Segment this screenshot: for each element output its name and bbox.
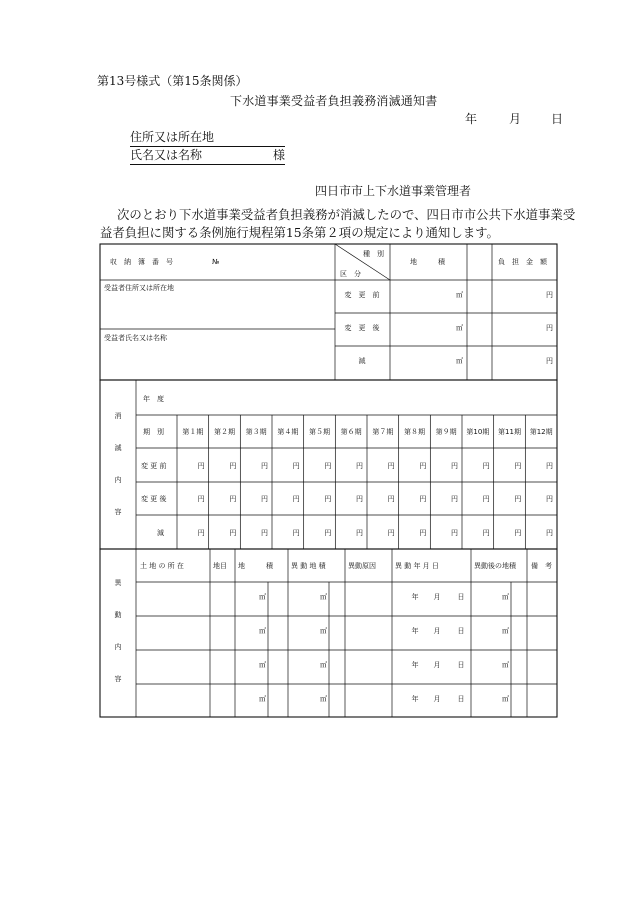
amount-header: 負 担 金 額 — [498, 258, 547, 266]
yen-unit: 円 — [546, 495, 553, 503]
fiscal-year-label: 年 度 — [143, 395, 164, 403]
kind-label: 種 別 — [363, 250, 384, 258]
yen-unit: 円 — [387, 529, 395, 537]
yen-unit: 円 — [451, 495, 458, 503]
yen-unit: 円 — [482, 529, 490, 537]
period-header: 第３期 — [245, 428, 267, 436]
ledger-no-mark: № — [212, 258, 220, 266]
yen-unit: 円 — [419, 495, 427, 503]
yen-unit: 円 — [419, 529, 427, 537]
change-row-label: 減 — [358, 357, 366, 365]
extinction-row-label: 変 更 前 — [141, 462, 167, 470]
yen-unit: 円 — [292, 462, 300, 470]
yen-unit: 円 — [387, 495, 395, 503]
yen-unit: 円 — [197, 462, 205, 470]
change-area-unit: ㎡ — [320, 593, 327, 601]
period-header: 第11期 — [498, 428, 521, 436]
amount-unit: 円 — [546, 291, 553, 299]
recipient-name-label: 氏名又は名称 — [130, 148, 203, 162]
yen-unit: 円 — [514, 462, 522, 470]
area-unit: ㎡ — [259, 661, 266, 669]
area-unit: ㎡ — [456, 291, 463, 299]
month-unit: 月 — [433, 627, 441, 635]
extinction-row-label: 減 — [157, 529, 164, 537]
section3-side-label — [115, 578, 123, 683]
area-unit: ㎡ — [456, 357, 463, 365]
year-unit: 年 — [411, 593, 419, 601]
period-header: 第８期 — [404, 428, 425, 436]
yen-unit: 円 — [197, 495, 205, 503]
change-header: 地目 — [213, 562, 227, 570]
period-header: 第２期 — [214, 428, 235, 436]
change-side-char: 動 — [114, 611, 122, 619]
extinction-side-char: 消 — [114, 412, 122, 420]
yen-unit: 円 — [324, 529, 332, 537]
year-unit: 年 — [411, 627, 419, 635]
yen-unit: 円 — [197, 529, 205, 537]
change-header: 異動原因 — [348, 562, 376, 570]
period-header: 第４期 — [277, 428, 299, 436]
change-area-unit: ㎡ — [320, 695, 327, 703]
change-header: 地 積 — [238, 562, 273, 570]
period-header: 第10期 — [466, 428, 490, 436]
honorific: 様 — [272, 148, 285, 162]
change-header: 異 動 年 月 日 — [395, 562, 439, 570]
section1-rows — [345, 290, 554, 365]
section2-side-label — [115, 411, 122, 516]
yen-unit: 円 — [292, 529, 300, 537]
yen-unit: 円 — [229, 462, 237, 470]
yen-unit: 円 — [387, 462, 395, 470]
section3-columns — [140, 549, 552, 717]
notice-body: 次のとおり下水道事業受益者負担義務が消滅したので、四日市市公共下水道事業受益者負担に関する条例施行規程第15条第２項の規定により通知します。 — [100, 207, 576, 240]
area-unit: ㎡ — [259, 695, 266, 703]
date-year: 年 — [465, 112, 478, 126]
year-unit: 年 — [411, 661, 419, 669]
yen-unit: 円 — [514, 529, 522, 537]
owner-name-label: 受益者氏名又は名称 — [104, 334, 167, 342]
month-unit: 月 — [433, 661, 441, 669]
change-header: 備 考 — [531, 562, 552, 570]
change-header: 異動後の地積 — [474, 562, 516, 570]
area-unit: ㎡ — [259, 593, 266, 601]
yen-unit: 円 — [324, 462, 332, 470]
document-title: 下水道事業受益者負担義務消滅通知書 — [230, 94, 438, 108]
recipient-address-label: 住所又は所在地 — [130, 128, 285, 147]
day-unit: 日 — [457, 661, 465, 669]
class-label: 区 分 — [340, 270, 361, 278]
ledger-number-label: 収 納 簿 番 号 — [110, 258, 173, 266]
after-area-unit: ㎡ — [502, 661, 509, 669]
day-unit: 日 — [457, 593, 465, 601]
change-side-char: 内 — [114, 643, 122, 651]
after-area-unit: ㎡ — [502, 695, 509, 703]
change-row-label: 変 更 後 — [344, 324, 380, 332]
yen-unit: 円 — [356, 462, 363, 470]
yen-unit: 円 — [261, 495, 268, 503]
yen-unit: 円 — [261, 462, 268, 470]
change-side-char: 異 — [114, 579, 122, 587]
yen-unit: 円 — [229, 495, 237, 503]
change-side-char: 容 — [114, 675, 122, 683]
change-area-unit: ㎡ — [320, 627, 327, 635]
extinction-side-char: 内 — [114, 476, 122, 484]
extinction-row-label: 変 更 後 — [141, 495, 167, 503]
area-unit: ㎡ — [259, 627, 266, 635]
period-header: 第１期 — [182, 428, 204, 436]
period-header: 第７期 — [372, 428, 394, 436]
yen-unit: 円 — [482, 462, 490, 470]
month-unit: 月 — [433, 695, 441, 703]
yen-unit: 円 — [261, 529, 268, 537]
date-month: 月 — [509, 112, 522, 126]
change-header: 異 動 地 積 — [291, 562, 326, 570]
issuer: 四日市市上下水道事業管理者 — [315, 184, 472, 198]
yen-unit: 円 — [324, 495, 332, 503]
area-unit: ㎡ — [456, 324, 463, 332]
extinction-side-char: 滅 — [114, 444, 122, 452]
period-header: 第９期 — [435, 428, 457, 436]
date-day: 日 — [551, 112, 564, 126]
month-unit: 月 — [433, 593, 441, 601]
change-area-unit: ㎡ — [320, 661, 327, 669]
yen-unit: 円 — [356, 495, 363, 503]
yen-unit: 円 — [482, 495, 490, 503]
period-header: 第12期 — [529, 428, 553, 436]
form-number: 第13号様式（第15条関係） — [97, 74, 248, 88]
area-header: 地 積 — [410, 258, 445, 266]
amount-unit: 円 — [546, 324, 553, 332]
after-area-unit: ㎡ — [502, 593, 509, 601]
yen-unit: 円 — [546, 462, 553, 470]
owner-address-label: 受益者住所又は所在地 — [104, 284, 174, 292]
yen-unit: 円 — [451, 462, 458, 470]
after-area-unit: ㎡ — [502, 627, 509, 635]
year-unit: 年 — [411, 695, 419, 703]
yen-unit: 円 — [356, 529, 363, 537]
amount-unit: 円 — [546, 357, 553, 365]
yen-unit: 円 — [419, 462, 427, 470]
day-unit: 日 — [457, 627, 465, 635]
yen-unit: 円 — [292, 495, 300, 503]
yen-unit: 円 — [229, 529, 237, 537]
change-row-label: 変 更 前 — [344, 291, 380, 299]
day-unit: 日 — [457, 695, 465, 703]
period-header: 第６期 — [340, 428, 362, 436]
yen-unit: 円 — [451, 529, 458, 537]
extinction-side-char: 容 — [114, 508, 122, 516]
yen-unit: 円 — [546, 529, 553, 537]
period-header: 第５期 — [309, 428, 330, 436]
section3-grid — [100, 549, 557, 717]
period-label: 期 別 — [143, 428, 164, 436]
yen-unit: 円 — [514, 495, 522, 503]
change-header: 土 地 の 所 在 — [140, 562, 184, 570]
